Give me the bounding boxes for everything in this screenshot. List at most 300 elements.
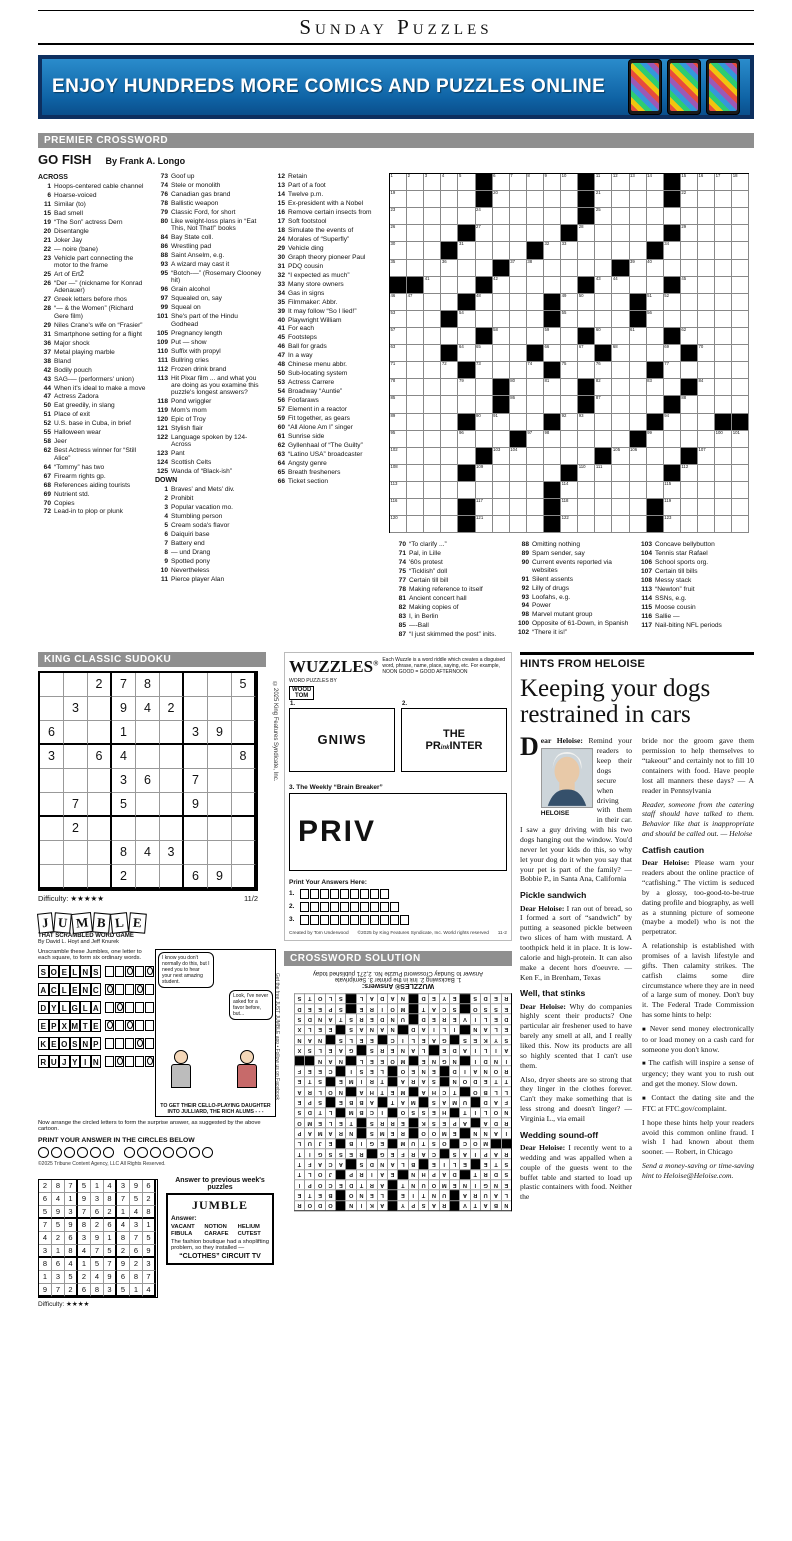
crossword-cell: E [314,1189,324,1199]
crossword-cell [698,499,715,516]
crossword-cell: 103 [493,448,510,465]
crossword-cell: M [439,1127,449,1137]
crossword-cell [493,362,510,379]
crossword-cell: 66 [544,345,561,362]
crossword-cell: 111 [595,465,612,482]
crossword-cell: 36 [441,260,458,277]
crossword-cell: N [490,1055,500,1065]
sudoku-cell: 1 [52,1245,65,1258]
crossword-clue: 46 Ball for grads [277,343,327,351]
crossword-answer-note: Answer to Sunday Crossword Puzzle No. 2,271 published today [312,969,484,976]
crossword-cell: 101 [732,431,749,448]
crossword-cell [561,379,578,396]
crossword-cell: 49 [561,294,578,311]
jumble-answer-circles [38,1147,276,1158]
crossword-cell: 109 [476,465,493,482]
sudoku-cell: 9 [208,721,232,745]
crossword-cell: O [470,1138,480,1148]
crossword-cell: M [480,1138,490,1148]
crossword-cell: G [439,1034,449,1044]
crossword-cell: I [470,1148,480,1158]
heloise-kicker: HINTS FROM HELOISE [520,652,754,670]
crossword-cell [664,191,681,208]
crossword-cell: P [294,1127,304,1137]
crossword-cell [561,465,578,482]
crossword-cell [732,362,749,379]
crossword-cell [439,1076,449,1086]
sudoku-cell: 2 [130,1258,143,1271]
crossword-clue: 23 Vehicle part connecting the motor to the frame [43,254,134,270]
crossword-clue: 62 Best Actress winner for “Still Alice” [43,447,137,462]
crossword-cell: 86 [510,396,527,413]
crossword-cell: E [387,1169,397,1179]
crossword-cell [407,328,424,345]
sudoku-cell [208,817,232,841]
sudoku-cell: 6 [78,1284,91,1297]
crossword-cell: 79 [458,379,475,396]
crossword-cell: O [314,1169,324,1179]
crossword-cell [459,1127,469,1137]
crossword-cell: E [501,1179,511,1189]
promo-banner [38,55,754,119]
crossword-cell [681,362,698,379]
crossword-cell [335,1107,345,1117]
sudoku-cell [88,841,112,865]
sudoku-cell: 2 [64,817,88,841]
crossword-cell: P [480,1148,490,1158]
sudoku-cell: 4 [130,1206,143,1219]
crossword-cell: 98 [544,431,561,448]
crossword-solution-grid [294,993,512,1211]
crossword-clue: 7 Battery end [164,540,205,548]
crossword-cell [732,225,749,242]
crossword-cell [612,260,629,277]
crossword-cell: E [490,1014,500,1024]
sudoku-cell: 7 [184,769,208,793]
crossword-cell: 58 [493,328,510,345]
sudoku-cell: 7 [78,1206,91,1219]
crossword-clue: 113 “Newton” fruit [641,586,695,594]
crossword-byline: By Frank A. Longo [105,156,186,166]
crossword-cell [418,1096,428,1106]
crossword-cell: E [366,1055,376,1065]
crossword-cell: E [501,1024,511,1034]
crossword-cell: D [449,1045,459,1055]
crossword-cell: N [449,1076,459,1086]
crossword-cell: O [346,1189,356,1199]
crossword-cell [441,191,458,208]
crossword-clue: 69 Nutrient std. [43,490,90,498]
heloise-wedding-text: Dear Heloise: I recently went to a wedding and was appalled when a couple of the guests went to the buffet table and started to load up plastic containers with food. Neither the [520,1143,632,1202]
crossword-clue-column-2 [155,173,265,640]
jumble-logo-letter: E [128,912,146,933]
sudoku-cell [232,769,256,793]
sudoku-cell: 5 [52,1219,65,1232]
crossword-cell [424,431,441,448]
crossword-cell [612,465,629,482]
crossword-cell: R [366,1179,376,1189]
crossword-cell [630,294,647,311]
crossword-cell [612,362,629,379]
crossword-cell [527,465,544,482]
crossword-clue: 47 Actress Zadora [43,393,99,401]
crossword-cell [527,311,544,328]
crossword-cell: P [408,1200,418,1210]
crossword-cell: N [418,1065,428,1075]
crossword-cell: E [356,1034,366,1044]
sudoku-cell: 8 [52,1180,65,1193]
sudoku-cell [208,673,232,697]
crossword-cell [527,516,544,533]
crossword-cell [664,311,681,328]
crossword-cell [732,311,749,328]
crossword-cell: N [377,1158,387,1168]
crossword-cell [664,448,681,465]
crossword-cell: D [470,1076,480,1086]
crossword-cell: A [397,1096,407,1106]
crossword-cell [424,345,441,362]
crossword-cell [527,345,544,362]
crossword-cell: 44 [612,277,629,294]
heloise-catfish-p2: A relationship is established with promises of a lavish lifestyle and gifts. Then calamity strikes. The catfish claims some dire circumstance where they are in need of a large sum of money. Don't buy it. The Federal Trade Commission has some hints to help: [642,941,754,1020]
crossword-cell [424,482,441,499]
crossword-cell: L [418,1045,428,1055]
crossword-cell [458,499,475,516]
crossword-cell: S [294,1107,304,1117]
crossword-cell [493,396,510,413]
crossword-cell [476,396,493,413]
sudoku-cell: 3 [112,769,136,793]
crossword-cell [458,208,475,225]
crossword-cell: A [490,1127,500,1137]
crossword-cell [612,396,629,413]
crossword-clue: 115 Moose cousin [641,604,696,612]
crossword-cell [578,482,595,499]
crossword-cell [612,242,629,259]
crossword-cell: U [480,1189,490,1199]
crossword-cell [715,396,732,413]
crossword-title: GO FISH [38,152,92,167]
jumble-answer-slot [145,1002,154,1013]
sudoku-cell: 4 [104,1180,117,1193]
crossword-cell [715,379,732,396]
crossword-cell: R [366,1003,376,1013]
crossword-clue: 48 Chinese menu abbr. [277,361,348,369]
heloise-section [520,652,754,1308]
jumble-answer-slot [125,1002,134,1013]
wuzzles-answer-box [300,902,309,912]
sudoku-cell: 2 [78,1271,91,1284]
crossword-cell: E [356,1003,366,1013]
crossword-cell: E [325,1024,335,1034]
crossword-clue: 43 SAG-— (performers' union) [43,375,135,383]
crossword-cell: B [356,1107,366,1117]
sudoku-cell: 3 [143,1258,156,1271]
sudoku-cell: 9 [104,1271,117,1284]
wuzzles-logo: WUZZLES® [289,656,379,676]
crossword-clue: 113 Hit Pixar film ... and what you are doing as you examine this puzzle's longest answers? [157,374,259,397]
heloise-bullet: ■ Contact the dating site and the FTC at FTC.gov/complaint. [642,1093,754,1114]
crossword-cell: H [428,1086,438,1096]
crossword-cell [476,379,493,396]
crossword-cell [424,260,441,277]
crossword-cell: R [480,1169,490,1179]
crossword-cell [698,208,715,225]
crossword-cell [476,191,493,208]
crossword-cell [630,499,647,516]
crossword-cell: L [480,1107,490,1117]
crossword-cell: A [377,1024,387,1034]
crossword-cell: E [439,1045,449,1055]
sudoku-cell [184,817,208,841]
wuzzles-answer-box [350,889,359,899]
crossword-cell: 75 [561,362,578,379]
crossword-cell [510,482,527,499]
crossword-cell: D [490,1169,500,1179]
answer-circle [51,1147,62,1158]
crossword-cell: 11 [595,174,612,191]
crossword-cell: I [470,1179,480,1189]
crossword-cell: R [501,1148,511,1158]
crossword-cell: 65 [476,345,493,362]
crossword-cell: T [294,1158,304,1168]
crossword-cell: 108 [390,465,407,482]
crossword-cell [715,345,732,362]
crossword-cell: 55 [561,311,578,328]
crossword-cell [578,328,595,345]
crossword-clue: 78 Making reference to itself [398,586,483,594]
crossword-cell: I [470,1045,480,1055]
crossword-cell: K [480,1034,490,1044]
crossword-cell [544,277,561,294]
crossword-cell [561,191,578,208]
crossword-cell: I [470,1014,480,1024]
crossword-cell: B [356,1096,366,1106]
crossword-clue: 15 Bad smell [43,209,83,217]
crossword-clue: 45 Footsteps [277,334,317,342]
crossword-cell [681,431,698,448]
crossword-clue: 12 Retain [277,173,308,180]
crossword-cell [356,1127,366,1137]
crossword-cell: E [325,1045,335,1055]
crossword-cell: U [304,1138,314,1148]
crossword-cell [346,993,356,1003]
crossword-cell: 19 [390,191,407,208]
crossword-cell: A [418,1086,428,1096]
crossword-cell: G [439,1055,449,1065]
crossword-cell [698,414,715,431]
crossword-clue: 60 “All Alone Am I” singer [277,424,353,432]
answer-circle [90,1147,101,1158]
sudoku-cell: 6 [52,1258,65,1271]
crossword-cell: I [346,1065,356,1075]
crossword-clue: 21 Joker Jay [43,236,83,244]
crossword-cell: L [356,1055,366,1065]
crossword-cell [335,1138,345,1148]
crossword-cell: P [304,1096,314,1106]
sudoku-cell: 3 [64,697,88,721]
sudoku-cell [184,745,208,769]
crossword-cell: R [356,1014,366,1024]
crossword-cell [476,328,493,345]
crossword-cell: 46 [390,294,407,311]
crossword-cell [476,311,493,328]
crossword-cell [595,448,612,465]
sudoku-cell: 3 [39,1245,52,1258]
crossword-cell: M [304,1117,314,1127]
crossword-cell [501,1138,511,1148]
crossword-cell: A [480,1200,490,1210]
crossword-cell [715,328,732,345]
wuzzles-answer-box [330,889,339,899]
crossword-cell: L [314,1086,324,1096]
crossword-cell: E [314,1065,324,1075]
sudoku-cell [88,697,112,721]
crossword-clue: 99 Squeal on [160,304,201,312]
crossword-cell [595,431,612,448]
crossword-cell [578,431,595,448]
crossword-cell: L [304,1024,314,1034]
crossword-cell [612,225,629,242]
crossword-cell [664,328,681,345]
crossword-cell [732,396,749,413]
crossword-cell [493,465,510,482]
crossword-cell [612,311,629,328]
sudoku-cell [160,769,184,793]
wuzzles-answer-box [380,889,389,899]
crossword-cell: U [408,1138,418,1148]
crossword-clue: 27 Greek letters before rhos [43,296,127,304]
crossword-cell [476,431,493,448]
crossword-cell: 93 [578,414,595,431]
crossword-cell [630,431,647,448]
crossword-cell: S [449,1148,459,1158]
crossword-cell: S [428,1096,438,1106]
jumble-answer-slot [115,1038,124,1049]
sudoku-cell: 7 [52,1284,65,1297]
heloise-pickle-text: Dear Heloise: I ran out of bread, so I formed a sort of “sandwich” by putting a seasoned pickle between two slices of ham with mustard. A toothpick held it in place. It is low-calorie and high-protein. It can also make a decent hors d'oeuvre. — Ken F., in Brenham, Texas [520,903,632,982]
sudoku-cell [232,697,256,721]
crossword-cell: E [449,1014,459,1024]
crossword-cell: M [449,1096,459,1106]
crossword-cell [595,482,612,499]
crossword-cell: O [490,1107,500,1117]
crossword-cell: R [377,1117,387,1127]
crossword-cell [544,516,561,533]
sudoku-cell [40,769,64,793]
crossword-cell: G [366,1138,376,1148]
crossword-cell: N [480,1127,490,1137]
sudoku-cell: 6 [136,769,160,793]
jumble-answer-slot [135,1002,144,1013]
crossword-cell: U [397,1014,407,1024]
across-heading: ACROSS [38,174,68,181]
crossword-cell: 62 [681,328,698,345]
crossword-clue: 87 “I just skimmed the post” inits. [398,630,497,638]
crossword-cell: 110 [578,465,595,482]
wuzzles-section [284,652,512,941]
heloise-column-left [520,732,633,1206]
crossword-cell [647,277,664,294]
crossword-cell: P [449,1117,459,1127]
crossword-cell: D [449,1169,459,1179]
crossword-cell: T [294,1148,304,1158]
crossword-cell: 69 [664,345,681,362]
crossword-cell [510,311,527,328]
crossword-cell [458,414,475,431]
jumble-answer-slot [145,1038,154,1049]
crossword-cell: N [480,1065,490,1075]
sudoku-cell [88,865,112,889]
answer-circle [124,1147,135,1158]
crossword-cell: D [480,993,490,1003]
crossword-cell: N [387,1024,397,1034]
crossword-clue: 119 Mom's mom [157,407,207,415]
sudoku-cell: 7 [39,1219,52,1232]
crossword-cell: E [304,1065,314,1075]
crossword-clue: 54 Broadway “Auntie” [277,388,343,396]
crossword-cell [715,465,732,482]
previous-answer-word: HELIUM [237,1223,260,1230]
sudoku-cell: 9 [184,793,208,817]
crossword-cell [595,345,612,362]
crossword-cell: S [449,1003,459,1013]
crossword-cell: T [459,1107,469,1117]
crossword-clue: 29 Vehicle ding [277,244,324,252]
crossword-cell: A [480,1117,490,1127]
crossword-cell: I [356,1076,366,1086]
crossword-cell: N [335,1086,345,1096]
crossword-cell: I [377,1107,387,1117]
crossword-clue: 124 Scottish Celts [156,459,212,467]
crossword-cell [335,1200,345,1210]
crossword-clue: 120 Epic of Troy [156,416,206,424]
crossword-cell [630,208,647,225]
crossword-cell: S [366,1117,376,1127]
crossword-cell [647,225,664,242]
jumble-answer-slot [105,1002,114,1013]
crossword-cell [664,208,681,225]
crossword-cell: A [428,1034,438,1044]
jumble-answer-slot [105,1020,114,1031]
jumble-answer-slot [115,1020,124,1031]
crossword-cell [510,499,527,516]
sudoku-cell [208,841,232,865]
crossword-cell [561,225,578,242]
wuzzles-print-label: Print Your Answers Here: [289,878,367,886]
sudoku-cell: 8 [91,1284,104,1297]
heloise-subhead-stinks: Well, that stinks [520,988,586,999]
crossword-cell [595,260,612,277]
crossword-cell [732,260,749,277]
crossword-cell [407,362,424,379]
crossword-cell: 26 [390,225,407,242]
sudoku-cell: 1 [143,1219,156,1232]
crossword-cell: D [449,1065,459,1075]
crossword-cell [335,1169,345,1179]
down-clue-list [155,486,265,583]
crossword-cell: M [346,1107,356,1117]
crossword-cell: L [501,1189,511,1199]
crossword-cell [561,431,578,448]
crossword-cell [527,379,544,396]
crossword-cell [698,242,715,259]
sudoku-cell [184,841,208,865]
sudoku-cell [208,769,232,793]
crossword-cell: I [377,1003,387,1013]
crossword-clue: 93 Loofahs, e.g. [521,593,571,601]
crossword-cell: C [439,1003,449,1013]
